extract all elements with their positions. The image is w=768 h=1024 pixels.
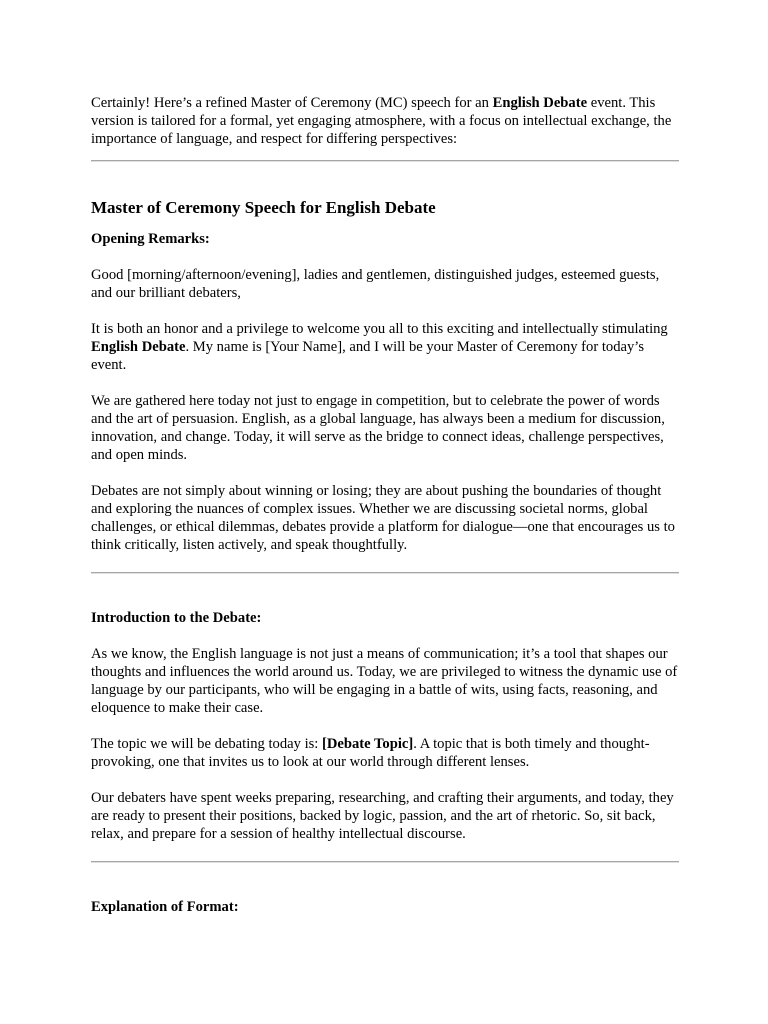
opening-p2-bold: English Debate	[91, 339, 186, 355]
opening-paragraph-3: We are gathered here today not just to engage in competition, but to celebrate the power of words and the art of persuasion. English, as a global language, has always been a medium for discussion, innovation, and change. Today, it will serve as the bridge to connect ideas, challenge perspectives, and open minds.	[91, 393, 665, 463]
intro-bold-event: English Debate	[492, 95, 588, 111]
intro-paragraph	[91, 94, 681, 148]
introduction-paragraph-1: As we know, the English language is not just a means of communication; it’s a tool that shapes our thoughts and influences the world around us. Today, we are privileged to witness the dynamic use of language by our participants, who will be engaging in a battle of wits, using facts, reasoning, and eloquence to make their case.	[91, 646, 678, 716]
opening-paragraph-1: Good [morning/afternoon/evening], ladies and gentlemen, distinguished judges, esteemed guests, and our brilliant debaters,	[91, 267, 660, 301]
intro-text-start: Certainly! Here’s a refined Master of Ceremony (MC) speech for an	[91, 95, 493, 111]
format-heading: Explanation of Format:	[91, 899, 239, 915]
introduction-paragraph-3: Our debaters have spent weeks preparing, researching, and crafting their arguments, and today, they are ready to present their positions, backed by logic, passion, and the art of rhetoric. So, sit back, relax, and prepare for a session of healthy intellectual discourse.	[91, 790, 674, 842]
opening-p2-end: . My name is [Your Name], and I will be your Master of Ceremony for today’s event.	[91, 339, 645, 373]
speech-title: Master of Ceremony Speech for English Debate	[91, 198, 436, 217]
opening-remarks-heading: Opening Remarks:	[91, 231, 210, 247]
introduction-p2-end: . A topic that is both timely and thought-provoking, one that invites us to look at our world through different lenses.	[91, 736, 650, 770]
introduction-heading: Introduction to the Debate:	[91, 610, 262, 626]
document-page	[91, 94, 681, 916]
intro-text-end: event. This version is tailored for a formal, yet engaging atmosphere, with a focus on intellectual exchange, the importance of language, and respect for differing perspectives:	[91, 95, 672, 147]
opening-paragraph-4: Debates are not simply about winning or losing; they are about pushing the boundaries of thought and exploring the nuances of complex issues. Whether we are discussing societal norms, global challenges, or ethical dilemmas, debates provide a platform for dialogue—one that encourages us to think critically, listen actively, and speak thoughtfully.	[91, 483, 675, 553]
introduction-p2-start: The topic we will be debating today is:	[91, 736, 323, 752]
opening-paragraph-2	[91, 320, 681, 374]
opening-p2-start: It is both an honor and a privilege to welcome you all to this exciting and intellectually stimulating	[91, 321, 668, 337]
divider-1	[91, 160, 679, 162]
introduction-paragraph-2	[91, 735, 681, 771]
debate-topic-bold: [Debate Topic]	[322, 736, 414, 752]
